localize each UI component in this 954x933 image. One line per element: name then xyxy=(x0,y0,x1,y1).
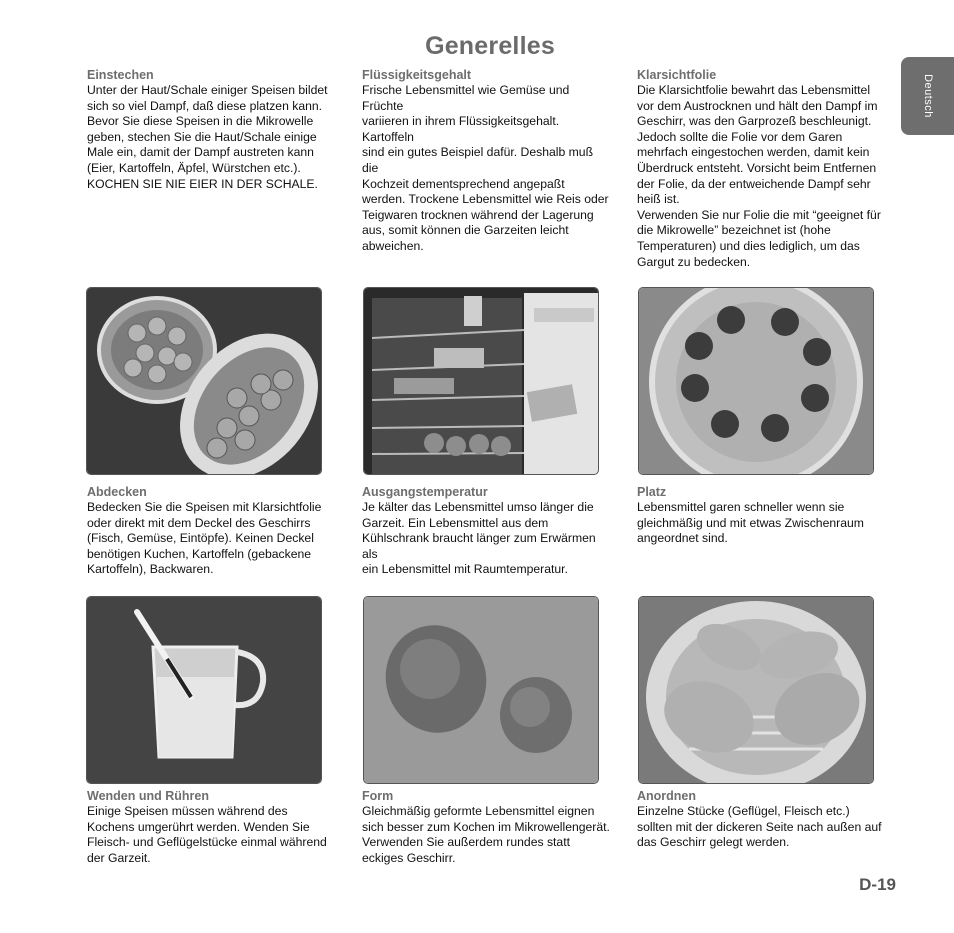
section-wenden-und-ruehren xyxy=(87,789,337,866)
photo-measuring-jug xyxy=(86,596,322,784)
section-text: Je kälter das Lebensmittel umso länger die Garzeit. Ein Lebensmittel aus dem Kühlschrank braucht länger zum Erwärmen als ein Lebensmittel mit Raumtemperatur. xyxy=(362,500,596,577)
section-platz xyxy=(637,485,887,547)
language-tab xyxy=(901,57,954,135)
section-text: Einzelne Stücke (Geflügel, Fleisch etc.) sollten mit der dickeren Seite nach außen auf das Geschirr gelegt werden. xyxy=(637,804,882,850)
section-text: Lebensmittel garen schneller wenn sie gleichmäßig und mit etwas Zwischenraum angeordnet sind. xyxy=(637,500,864,546)
section-heading: Platz xyxy=(637,485,667,499)
photo-meatballs-plate xyxy=(638,287,874,475)
section-text: Bedecken Sie die Speisen mit Klarsichtfolie oder direkt mit dem Deckel des Geschirrs (Fisch, Gemüse, Eintöpfe). Keinen Deckel benötigen Kuchen, Kartoffeln (gebackene Kartoffeln), Backwaren. xyxy=(87,500,322,577)
section-ausgangstemperatur xyxy=(362,485,612,578)
section-text: Einige Speisen müssen während des Kochens umgerührt werden. Wenden Sie Fleisch- und Geflügelstücke einmal während der Garzeit. xyxy=(87,804,327,865)
section-heading: Anordnen xyxy=(637,789,697,803)
section-heading: Einstechen xyxy=(87,68,154,82)
page-number: D-19 xyxy=(859,875,896,894)
section-form xyxy=(362,789,612,866)
section-heading: Form xyxy=(362,789,394,803)
section-text: Frische Lebensmittel wie Gemüse und Früchte variieren in ihrem Flüssigkeitsgehalt. Kartoffeln sind ein gutes Beispiel dafür. Deshalb muß die Kochzeit dementsprechend angepaßt werden. Trockene Lebensmittel wie Reis oder Teigwaren trocknen während der Lagerung aus, somit können die Garzeiten leicht abweichen. xyxy=(362,83,609,253)
page-title: Generelles xyxy=(425,32,555,60)
photo-covered-dishes xyxy=(86,287,322,475)
section-text: Gleichmäßig geformte Lebensmittel eignen sich besser zum Kochen im Mikrowellengerät. Verwenden Sie außerdem rundes statt eckiges Geschirr. xyxy=(362,804,610,865)
photo-refrigerator xyxy=(363,287,599,475)
section-text: Die Klarsichtfolie bewahrt das Lebensmittel vor dem Austrocknen und hält den Dampf im Geschirr, was den Garprozeß beschleunigt. Jedoch sollte die Folie vor dem Garen mehrfach eingestochen werden, damit kein Überdruck entsteht. Vorsicht beim Entfernen der Folie, da der entweichende Dampf sehr heiß ist. Verwenden Sie nur Folie die mit “geeignet für die Mikrowelle” bezeichnet ist (hohe Temperaturen) und dies lediglich, um das Gargut zu bedecken. xyxy=(637,83,881,269)
section-anordnen xyxy=(637,789,887,851)
section-abdecken xyxy=(87,485,337,578)
section-heading: Ausgangstemperatur xyxy=(362,485,488,499)
photo-potatoes xyxy=(363,596,599,784)
section-fluessigkeitsgehalt xyxy=(362,68,612,255)
section-heading: Klarsichtfolie xyxy=(637,68,717,82)
section-klarsichtfolie xyxy=(637,68,887,270)
section-heading: Flüssigkeitsgehalt xyxy=(362,68,472,82)
section-heading: Wenden und Rühren xyxy=(87,789,209,803)
section-einstechen xyxy=(87,68,337,192)
section-text: Unter der Haut/Schale einiger Speisen bildet sich so viel Dampf, daß diese platzen kann. Bevor Sie diese Speisen in die Mikrowelle geben, stechen Sie die Haut/Schale einige Male ein, damit der Dampf austreten kann (Eier, Kartoffeln, Äpfel, Würstchen etc.). KOCHEN SIE NIE EIER IN DER SCHALE. xyxy=(87,83,328,191)
language-tab-label: Deutsch xyxy=(921,74,934,118)
photo-chicken-legs xyxy=(638,596,874,784)
section-heading: Abdecken xyxy=(87,485,147,499)
